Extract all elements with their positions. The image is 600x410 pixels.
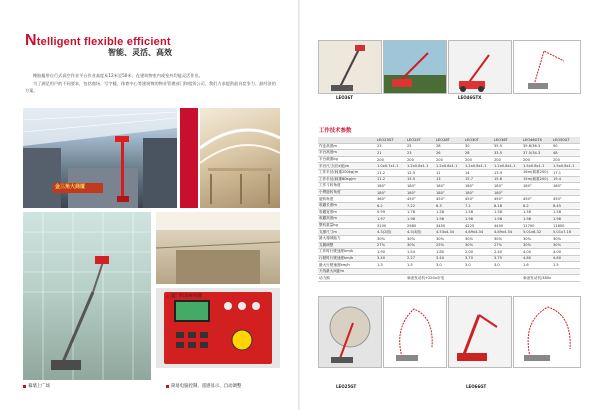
spec-row-label: 平台高度m — [318, 150, 376, 157]
spec-cell: 4.60 — [522, 255, 552, 262]
spec-cell: 4.3(3面) — [406, 229, 435, 236]
spec-cell: 37.5/34.3 — [522, 150, 552, 157]
spec-cell: 1.58 — [522, 209, 552, 216]
caption-bullet-icon — [166, 385, 169, 388]
spec-cell: 27% — [493, 242, 522, 249]
bottom-model-label-1: LEO25GT — [336, 384, 357, 389]
spec-cell: 33.5 — [493, 150, 522, 157]
spec-cell: 15.5 — [406, 176, 435, 183]
spec-cell — [464, 275, 493, 282]
spec-cell: 8.45 — [552, 202, 580, 209]
spec-cell: 3.40 — [376, 255, 406, 262]
caption-bullet-icon — [23, 385, 26, 388]
top-photo-1 — [318, 40, 382, 94]
mall-atrium-illustration — [23, 108, 177, 208]
spec-cell: 7.2 — [464, 202, 493, 209]
spec-cell: 4.00 — [552, 249, 580, 256]
spec-cell: 5.01x7.16 — [552, 229, 580, 236]
spec-cell: 23 — [376, 143, 406, 150]
spec-cell — [406, 268, 435, 275]
spec-cell: 16m(载重200) — [522, 169, 552, 176]
spec-cell: 6.2 — [376, 202, 406, 209]
spec-cell — [522, 189, 552, 196]
spec-cell: 2980 — [406, 222, 435, 229]
spec-cell — [435, 268, 464, 275]
spec-cell: 200 — [406, 156, 435, 163]
spec-cell: 48 — [552, 150, 580, 157]
intro-paragraph-1: 橡胶履带自行式高空作业平台作业高度从12米至50米，在建筑物室内或室外均能灵活作业。 — [33, 73, 203, 78]
top-photo-4 — [513, 40, 581, 94]
bottom-photo-3 — [448, 296, 512, 368]
spec-cell: 2.00 — [464, 249, 493, 256]
spec-header-cell: LEO25T — [406, 137, 435, 143]
spec-cell: 30% — [464, 242, 493, 249]
spec-cell: 360° — [376, 196, 406, 203]
intro-text — [25, 72, 277, 95]
spec-cell: 1.58 — [552, 209, 580, 216]
spec-cell: 柴油发动机/380v — [523, 275, 552, 280]
spec-cell: 200 — [464, 156, 493, 163]
headline-initial: N — [25, 32, 37, 49]
spec-cell: 3450 — [435, 222, 464, 229]
bottom-photo-4 — [513, 296, 581, 368]
spec-row — [318, 196, 580, 203]
spec-cell: 30 — [464, 143, 493, 150]
caption-control-text: 简易电脑控制、遥感显示、自动调整 — [171, 384, 242, 389]
spec-row-label: 工作半径(载重80kg)m — [318, 176, 376, 183]
spec-cell: 柴油发动机+220v市电 — [407, 275, 445, 280]
spec-cell — [522, 268, 552, 275]
spec-row-label: 动力源 — [318, 275, 376, 282]
spec-cell: 1.98 — [464, 216, 493, 223]
spec-row-label: 旋转角度 — [318, 196, 376, 203]
spec-cell: 1.98 — [406, 216, 435, 223]
spec-cell — [376, 275, 406, 282]
spec-cell: 1.58 — [464, 209, 493, 216]
spec-cell: 30% — [522, 235, 552, 242]
spec-row-label: 作业高度m — [318, 143, 376, 150]
bottom-photo-1 — [318, 296, 382, 368]
lift-diagram-4 — [514, 41, 580, 93]
control-panel-illustration — [156, 288, 280, 368]
spec-row — [318, 176, 580, 183]
spec-cell: 0.99 — [376, 209, 406, 216]
spec-row-label: 工作斗转角度 — [318, 183, 376, 190]
spec-row — [318, 209, 580, 216]
top-photo-2 — [383, 40, 447, 94]
spec-row — [318, 255, 580, 262]
lift-diagram-6 — [514, 297, 580, 367]
headline-rest: telligent flexible efficient — [36, 36, 171, 48]
spec-cell: 200 — [376, 156, 406, 163]
spec-row-label: 平台尺寸(长x宽)m — [318, 163, 376, 170]
spec-cell: 11.2 — [376, 169, 406, 176]
spec-cell: 4450 — [493, 222, 522, 229]
spec-cell: 1.2x0.8x1.1 — [464, 163, 493, 170]
spec-cell: 15.6 — [493, 176, 522, 183]
spec-cell: 3.70 — [464, 255, 493, 262]
spec-row — [318, 262, 580, 269]
spec-cell: 200 — [522, 156, 552, 163]
spec-cell: 1.2x0.8x1.1 — [435, 163, 464, 170]
spec-row — [318, 169, 580, 176]
spec-cell: 1.98 — [435, 216, 464, 223]
spec-header-cell: LEO46GTX — [522, 137, 552, 143]
terminal-interior-illustration — [156, 212, 280, 284]
spec-cell: 13.9 — [493, 169, 522, 176]
spec-cell: 30% — [552, 235, 580, 242]
spec-cell: 21 — [376, 150, 406, 157]
spec-cell: 30% — [376, 235, 406, 242]
spec-cell: 1.90 — [376, 249, 406, 256]
spec-table — [318, 137, 580, 282]
spec-cell: 30% — [406, 235, 435, 242]
spec-row — [318, 275, 580, 282]
spec-row — [318, 235, 580, 242]
control-panel-photo — [156, 288, 280, 368]
spec-row-label: 最大行驶速度km/h — [318, 262, 376, 269]
ceiling-photo — [200, 108, 280, 208]
spec-cell: 1.5 — [406, 262, 435, 269]
ceiling-illustration — [200, 108, 280, 208]
spec-row-label: 支腿调整 — [318, 242, 376, 249]
terminal-interior-photo — [156, 212, 280, 284]
spec-cell: 450° — [552, 196, 580, 203]
spec-cell: 35.5 — [493, 143, 522, 150]
spec-cell: 450° — [493, 196, 522, 203]
spec-cell: 1.97 — [376, 216, 406, 223]
bottom-model-label-2: LEO66GT — [466, 384, 487, 389]
spec-cell: 4225 — [464, 222, 493, 229]
chinese-headline: 智能、灵活、高效 — [108, 48, 172, 57]
spec-row-label: 行驶时行驶速度km/h — [318, 255, 376, 262]
lift-photo-3 — [449, 41, 511, 93]
spec-cell: 30% — [493, 235, 522, 242]
spec-cell: 28 — [435, 143, 464, 150]
spec-cell: 14 — [464, 169, 493, 176]
spec-cell: 25 — [406, 143, 435, 150]
spec-table-body — [318, 143, 580, 281]
spec-cell: 4.3(2面) — [376, 229, 406, 236]
spec-cell: 4.89x4.34 — [464, 229, 493, 236]
mall-banner-text: 金三角大商厦 — [55, 184, 86, 190]
spec-cell: 180° — [406, 189, 435, 196]
spec-row-label: 工作时行驶速度km/h — [318, 249, 376, 256]
spec-cell: 450° — [406, 196, 435, 203]
spec-row-label: 支撑尺寸m — [318, 229, 376, 236]
spec-row-label: 收藏宽度m — [318, 209, 376, 216]
spec-cell: 1.3 — [376, 262, 406, 269]
spec-cell: 3.0 — [435, 262, 464, 269]
spec-header-cell: LEO28T — [435, 137, 464, 143]
top-model-label-1: LEO36T — [336, 95, 353, 100]
caption-terminal — [166, 293, 202, 299]
spec-cell: 50 — [552, 143, 580, 150]
spec-header-cell: LEO50GT — [552, 137, 580, 143]
spec-row-label: 平台载重kg — [318, 156, 376, 163]
spec-cell: 11700 — [522, 222, 552, 229]
spec-cell: 1.5 — [552, 262, 580, 269]
spec-cell: 39.6/36.3 — [522, 143, 552, 150]
spec-cell: 30% — [406, 242, 435, 249]
caption-mall-text: 幕墙上广场 — [28, 384, 50, 389]
mall-atrium-photo — [23, 108, 177, 208]
spec-row — [318, 229, 580, 236]
spec-header-cell: LEO23GT — [376, 137, 406, 143]
spec-cell: 180° — [406, 183, 435, 190]
spec-row — [318, 183, 580, 190]
spec-cell: 17.1 — [552, 169, 580, 176]
spec-cell: 30% — [552, 242, 580, 249]
spec-cell: 11600 — [552, 222, 580, 229]
spec-cell: 180° — [522, 183, 552, 190]
spec-row — [318, 163, 580, 170]
spec-cell: 1.0x0.7x1.1 — [376, 163, 406, 170]
intro-paragraph-2: 为了满足用户的不同要求，包括商场、写字楼、体育中心等建筑物的物业管理部门和租赁公司，我们力求提供最具竞争力、最经济的方案。 — [25, 81, 276, 93]
spec-cell: 450° — [435, 196, 464, 203]
spec-cell: 200 — [435, 156, 464, 163]
spec-cell: 25% — [435, 242, 464, 249]
spec-cell: 19.4 — [552, 176, 580, 183]
spec-cell: 1.98 — [522, 216, 552, 223]
spec-cell: 200 — [493, 156, 522, 163]
spec-cell: 1.5x0.8x1.1 — [552, 163, 580, 170]
spec-row — [318, 189, 580, 196]
spec-cell: 30% — [522, 242, 552, 249]
spec-cell: 180° — [493, 183, 522, 190]
spec-row — [318, 150, 580, 157]
spec-cell: 180° — [376, 189, 406, 196]
spec-row — [318, 242, 580, 249]
top-photo-3 — [448, 40, 512, 94]
spec-cell: 450° — [522, 196, 552, 203]
spec-row — [318, 249, 580, 256]
spec-cell: 3.40 — [435, 255, 464, 262]
spec-cell: 4.00 — [522, 249, 552, 256]
spec-cell: 1.80 — [435, 249, 464, 256]
caption-bullet-icon — [166, 295, 169, 298]
spec-cell: 180° — [464, 183, 493, 190]
spec-cell — [493, 275, 522, 282]
spec-cell — [464, 268, 493, 275]
lift-photo-5 — [319, 297, 381, 367]
lift-photo-1 — [319, 41, 381, 93]
spec-cell: 180° — [552, 183, 580, 190]
spec-cell: 11 — [435, 169, 464, 176]
spec-row-label: 天线最大间距m — [318, 268, 376, 275]
spec-cell: 15.7 — [464, 176, 493, 183]
spec-cell — [552, 275, 580, 282]
spec-cell: 28 — [464, 150, 493, 157]
red-accent-strip — [180, 108, 198, 208]
spec-cell: 1.6 — [522, 262, 552, 269]
caption-mall — [23, 383, 50, 389]
spec-cell: 27% — [376, 242, 406, 249]
spec-header-cell: LEO30T — [464, 137, 493, 143]
spec-row — [318, 222, 580, 229]
spec-row-label: 整机重量kg — [318, 222, 376, 229]
spec-row-label: 最大爬坡能力 — [318, 235, 376, 242]
spec-cell: 1.2x0.8x1.1 — [493, 163, 522, 170]
spec-row — [318, 156, 580, 163]
spec-cell: 1.2x0.8x1.1 — [406, 163, 435, 170]
spec-cell: 8.18 — [493, 202, 522, 209]
lift-photo-6 — [449, 297, 511, 367]
spec-row-label: 收藏高度m — [318, 216, 376, 223]
spec-cell: 26 — [435, 150, 464, 157]
spec-header-cell: LEO36T — [493, 137, 522, 143]
spec-cell: 3.0 — [493, 262, 522, 269]
spec-cell: 1.98 — [493, 216, 522, 223]
top-model-label-2: LEO46GTX — [458, 95, 482, 100]
spec-cell: 15m(载重200) — [522, 176, 552, 183]
spec-cell: 180° — [435, 183, 464, 190]
spec-cell — [552, 189, 580, 196]
spec-cell: 30% — [464, 235, 493, 242]
spec-cell — [552, 268, 580, 275]
spec-cell: 180° — [464, 189, 493, 196]
spec-row — [318, 268, 580, 275]
spec-cell: 12.5 — [406, 169, 435, 176]
spec-cell: 1.58 — [435, 209, 464, 216]
spec-cell: 4.60 — [552, 255, 580, 262]
caption-control — [166, 383, 241, 389]
spec-cell: 2.40 — [493, 249, 522, 256]
atrium-lift-photo — [23, 212, 151, 380]
spec-cell: 1.58 — [493, 209, 522, 216]
spec-cell: 4.89x4.34 — [493, 229, 522, 236]
lift-diagram-5 — [384, 297, 446, 367]
spec-cell: 1.98 — [552, 216, 580, 223]
spec-cell: 6.3 — [435, 202, 464, 209]
spec-cell: 200 — [552, 156, 580, 163]
spec-cell: 7.22 — [406, 202, 435, 209]
spec-row — [318, 202, 580, 209]
caption-terminal-text: 厦门机场候机楼 — [171, 294, 202, 299]
spec-cell: 13 — [435, 176, 464, 183]
spec-cell — [376, 268, 406, 275]
spec-cell: 4.53x4.34 — [435, 229, 464, 236]
spec-cell: 3.75 — [493, 255, 522, 262]
atrium-lift-illustration — [23, 212, 151, 380]
spec-cell: 3100 — [376, 222, 406, 229]
spec-row-label: 工作半径(载重200kg)m — [318, 169, 376, 176]
spec-cell: 11.2 — [376, 176, 406, 183]
spec-cell: 1.54 — [406, 249, 435, 256]
spec-row — [318, 143, 580, 150]
spec-cell — [493, 268, 522, 275]
spec-cell: 450° — [464, 196, 493, 203]
spec-row-label: 小臂旋转角度 — [318, 189, 376, 196]
spec-cell: 30% — [435, 235, 464, 242]
spec-table-title: 工作技术参数 — [319, 128, 352, 134]
spec-cell: 180° — [493, 189, 522, 196]
spec-cell: 1.5x0.8x1.1 — [522, 163, 552, 170]
spec-cell: 3.0 — [464, 262, 493, 269]
spec-cell: 2.27 — [406, 255, 435, 262]
lift-photo-2 — [384, 41, 446, 93]
spec-cell: 1.78 — [406, 209, 435, 216]
spec-cell: 180° — [435, 189, 464, 196]
spec-cell: 23 — [406, 150, 435, 157]
spec-row-label: 收藏长度m — [318, 202, 376, 209]
spec-cell: 8.2 — [522, 202, 552, 209]
spec-cell: 5.01x6.32 — [522, 229, 552, 236]
spec-row — [318, 216, 580, 223]
spec-cell: 180° — [376, 183, 406, 190]
bottom-photo-2 — [383, 296, 447, 368]
